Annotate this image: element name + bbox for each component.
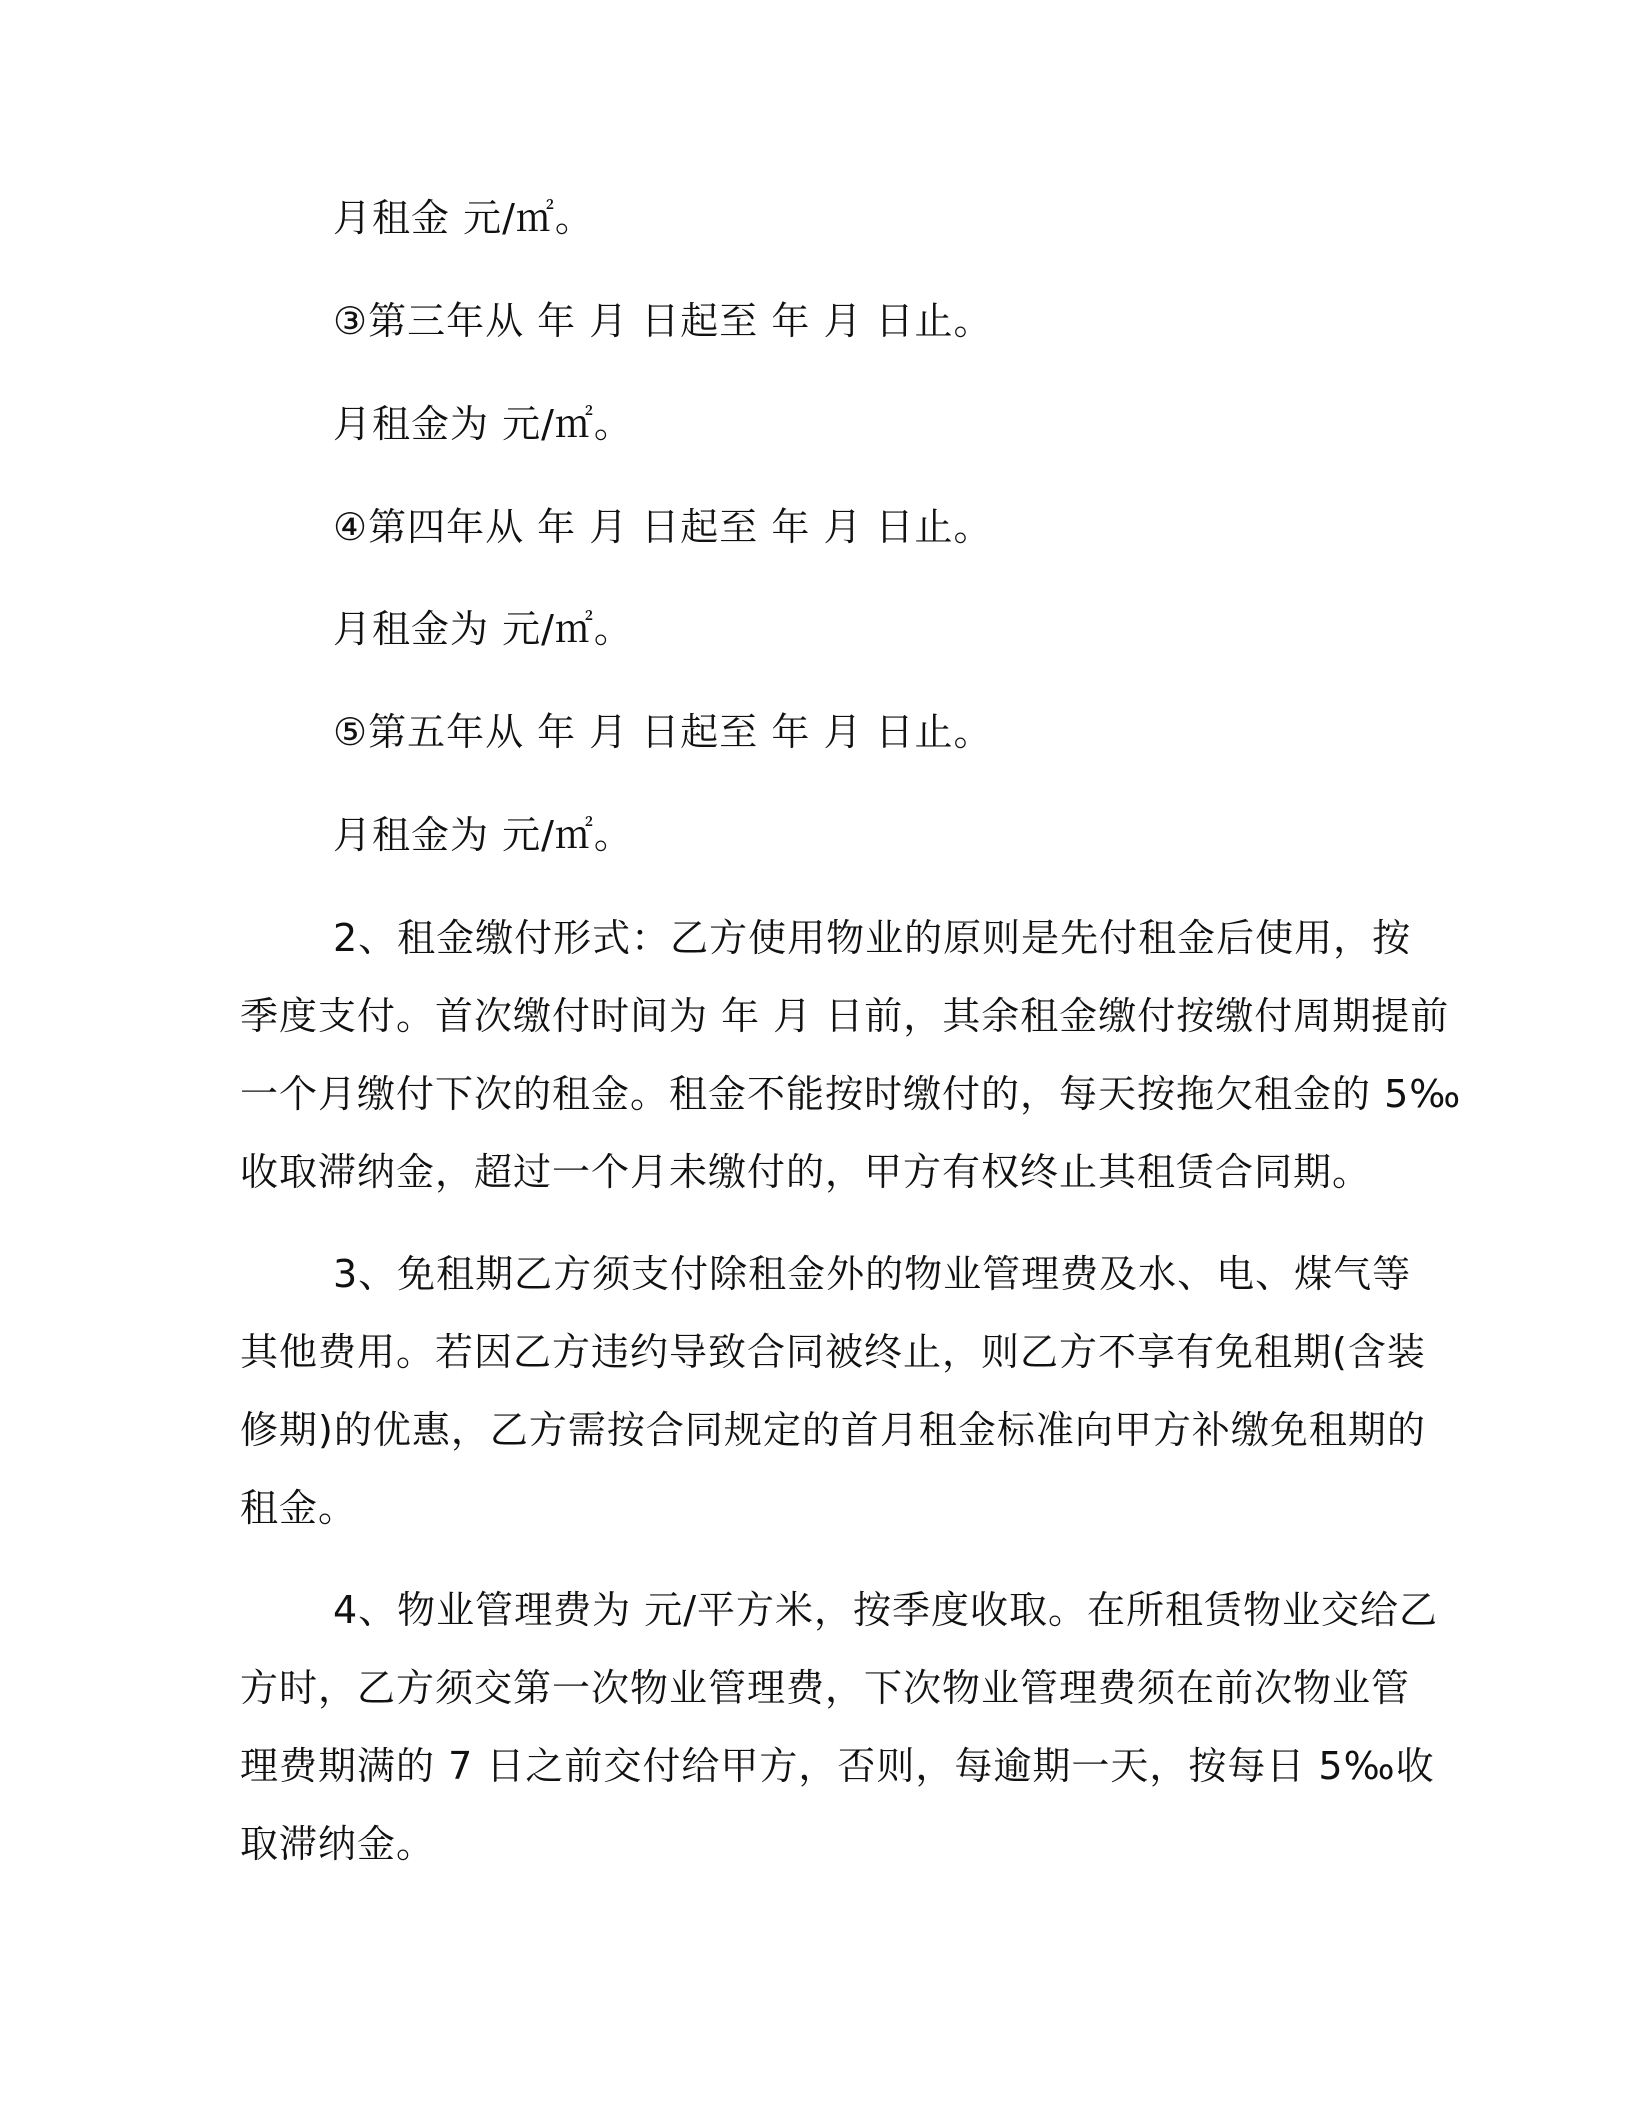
paragraph-2-line: 一个月缴付下次的租金。租金不能按时缴付的，每天按拖欠租金的 5‰ (240, 1072, 1462, 1116)
rent-line-3: 月租金为 元/㎡。 (333, 402, 633, 446)
year-5-line: ⑤第五年从 年 月 日起至 年 月 日止。 (333, 710, 993, 754)
paragraph-4-line: 方时，乙方须交第一次物业管理费，下次物业管理费须在前次物业管 (240, 1666, 1411, 1710)
year-4-line: ④第四年从 年 月 日起至 年 月 日止。 (333, 505, 993, 549)
year-3-line: ③第三年从 年 月 日起至 年 月 日止。 (333, 299, 993, 343)
paragraph-4-line: 理费期满的 7 日之前交付给甲方，否则，每逾期一天，按每日 5‰收 (240, 1744, 1435, 1788)
paragraph-4-line: 取滞纳金。 (240, 1822, 436, 1866)
rent-line-1: 月租金 元/㎡。 (333, 196, 594, 240)
paragraph-3-line: 其他费用。若因乙方违约导致合同被终止，则乙方不享有免租期(含装 (240, 1330, 1426, 1374)
rent-line-5: 月租金为 元/㎡。 (333, 813, 633, 857)
paragraph-2-line: 收取滞纳金，超过一个月未缴付的，甲方有权终止其租赁合同期。 (240, 1150, 1372, 1194)
rent-line-4: 月租金为 元/㎡。 (333, 607, 633, 651)
paragraph-2-line: 季度支付。首次缴付时间为 年 月 日前，其余租金缴付按缴付周期提前 (240, 994, 1450, 1038)
paragraph-3-line: 租金。 (240, 1486, 358, 1530)
paragraph-3-line: 3、免租期乙方须支付除租金外的物业管理费及水、电、煤气等 (333, 1252, 1412, 1296)
paragraph-4-line: 4、物业管理费为 元/平方米，按季度收取。在所租赁物业交给乙 (333, 1588, 1439, 1632)
paragraph-3-line: 修期)的优惠，乙方需按合同规定的首月租金标准向甲方补缴免租期的 (240, 1408, 1426, 1452)
paragraph-2-line: 2、租金缴付形式：乙方使用物业的原则是先付租金后使用，按 (333, 916, 1412, 960)
